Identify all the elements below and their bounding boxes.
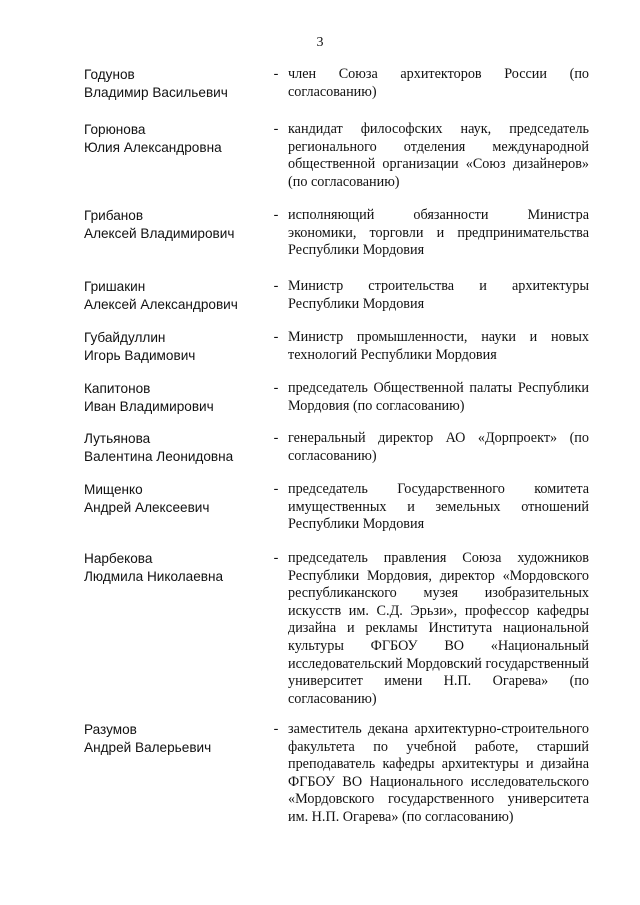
dash-separator: - — [273, 121, 279, 137]
member-name — [84, 329, 264, 364]
member-role: Министр промышленности, науки и новых технологий Республики Мордовия — [288, 329, 589, 363]
member-name — [84, 121, 264, 156]
member-role: заместитель декана архитектурно-строительного факультета по учебной работе, старший преподаватель кафедры архитектуры и дизайна ФГБОУ ВО Национального исследовательского «Мордовского государственного университета им. Н.П. Огарева» (по согласованию) — [288, 721, 589, 825]
member-name — [84, 66, 264, 101]
member-given-names: Андрей Валерьевич — [84, 739, 212, 755]
member-surname: Годунов — [84, 67, 135, 82]
member-given-names: Алексей Александрович — [84, 296, 238, 312]
member-name — [84, 721, 264, 756]
member-role: председатель правления Союза художников Республики Мордовия, директор «Мордовского республиканского музея изобразительных искусств им. С.Д. Эрьзи», профессор кафедры дизайна и рекламы Института национальной культуры ФГБОУ ВО «Национальный исследовательский Мордовский государственный университет имени Н.П. Огарева» (по согласованию) — [288, 550, 589, 707]
member-surname: Разумов — [84, 722, 137, 737]
member-surname: Гришакин — [84, 279, 146, 294]
member-role: исполняющий обязанности Министра экономики, торговли и предпринимательства Республики Мордовия — [288, 207, 589, 259]
member-role: кандидат философских наук, председатель регионального отделения международной общественной организации «Союз дизайнеров» (по согласованию) — [288, 121, 589, 190]
member-given-names: Людмила Николаевна — [84, 568, 224, 584]
member-name — [84, 278, 264, 313]
dash-separator: - — [273, 430, 279, 446]
member-given-names: Алексей Владимирович — [84, 225, 235, 241]
member-surname: Лутьянова — [84, 431, 151, 446]
member-given-names: Андрей Алексеевич — [84, 499, 210, 515]
member-name — [84, 380, 264, 415]
member-given-names: Игорь Вадимович — [84, 347, 196, 363]
dash-separator: - — [273, 329, 279, 345]
member-surname: Губайдуллин — [84, 330, 166, 345]
member-surname: Мищенко — [84, 482, 143, 497]
dash-separator: - — [273, 550, 279, 566]
member-role: член Союза архитекторов России (по согласованию) — [288, 66, 589, 100]
member-surname: Грибанов — [84, 208, 144, 223]
member-given-names: Валентина Леонидовна — [84, 448, 234, 464]
member-given-names: Юлия Александровна — [84, 139, 222, 155]
member-surname: Горюнова — [84, 122, 146, 137]
member-name — [84, 430, 264, 465]
member-name — [84, 481, 264, 516]
member-name — [84, 550, 264, 585]
member-surname: Капитонов — [84, 381, 151, 396]
member-given-names: Владимир Васильевич — [84, 84, 228, 100]
member-surname: Нарбекова — [84, 551, 153, 566]
member-role: генеральный директор АО «Дорпроект» (по согласованию) — [288, 430, 589, 464]
dash-separator: - — [273, 481, 279, 497]
dash-separator: - — [273, 721, 279, 737]
member-role: председатель Государственного комитета имущественных и земельных отношений Республики Мордовия — [288, 481, 589, 533]
member-role: Министр строительства и архитектуры Республики Мордовия — [288, 278, 589, 312]
member-given-names: Иван Владимирович — [84, 398, 214, 414]
member-role: председатель Общественной палаты Республики Мордовия (по согласованию) — [288, 380, 589, 414]
page-number: 3 — [316, 35, 324, 50]
member-name — [84, 207, 264, 242]
dash-separator: - — [273, 66, 279, 82]
dash-separator: - — [273, 278, 279, 294]
dash-separator: - — [273, 380, 279, 396]
dash-separator: - — [273, 207, 279, 223]
